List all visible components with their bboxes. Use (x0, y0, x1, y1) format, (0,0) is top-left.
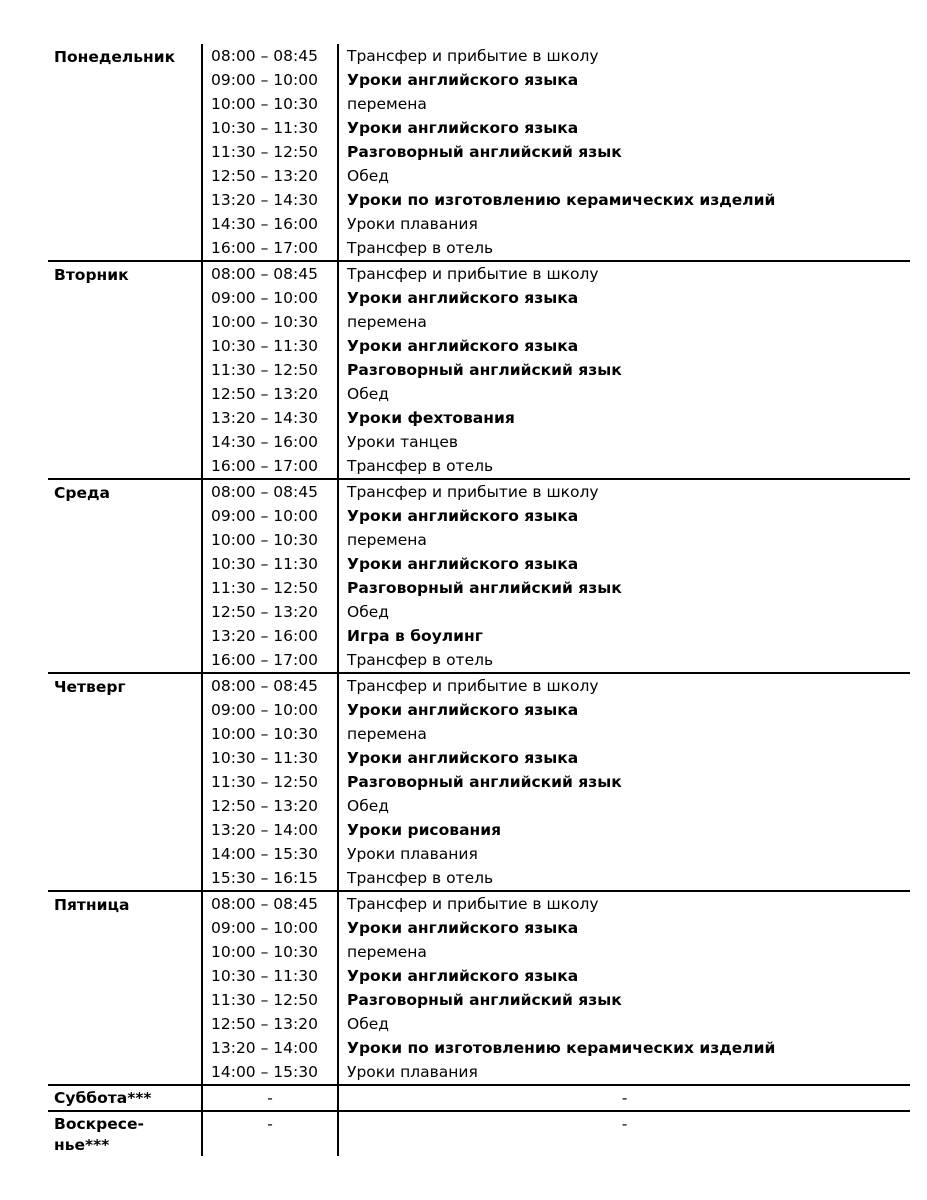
schedule-row (201, 842, 910, 866)
slot-time: 11:30 – 12:50 (201, 770, 337, 794)
day-slots (201, 674, 910, 890)
slot-time: 08:00 – 08:45 (201, 262, 337, 286)
schedule-row (201, 1036, 910, 1060)
slot-time: 14:30 – 16:00 (201, 212, 337, 236)
slot-time: 13:20 – 14:00 (201, 818, 337, 842)
slot-activity: - (337, 1086, 910, 1110)
slot-time: 09:00 – 10:00 (201, 286, 337, 310)
slot-activity: Разговорный английский язык (337, 988, 910, 1012)
slot-time: 11:30 – 12:50 (201, 988, 337, 1012)
slot-activity: Трансфер в отель (337, 454, 910, 478)
slot-activity: Уроки английского языка (337, 746, 910, 770)
slot-activity: Уроки английского языка (337, 552, 910, 576)
slot-activity: - (337, 1112, 910, 1156)
day-slots (201, 44, 910, 260)
slot-time: 08:00 – 08:45 (201, 44, 337, 68)
day-block (48, 674, 910, 892)
slot-activity: перемена (337, 92, 910, 116)
slot-activity: Обед (337, 164, 910, 188)
weekend-day-block (48, 1086, 910, 1112)
slot-activity: Трансфер и прибытие в школу (337, 892, 910, 916)
slot-time: 10:30 – 11:30 (201, 334, 337, 358)
slot-time: 09:00 – 10:00 (201, 504, 337, 528)
schedule-row (201, 794, 910, 818)
day-name: Суббота*** (54, 1089, 152, 1107)
slot-time: - (201, 1112, 337, 1156)
schedule-row (201, 406, 910, 430)
slot-activity: Трансфер и прибытие в школу (337, 262, 910, 286)
slot-activity: Трансфер в отель (337, 236, 910, 260)
slot-activity: Разговорный английский язык (337, 358, 910, 382)
schedule-row (201, 116, 910, 140)
slot-time: 09:00 – 10:00 (201, 698, 337, 722)
slot-activity: Уроки по изготовлению керамических изделий (337, 1036, 910, 1060)
slot-time: 11:30 – 12:50 (201, 576, 337, 600)
slot-activity: Обед (337, 1012, 910, 1036)
slot-time: 12:50 – 13:20 (201, 794, 337, 818)
slot-time: 10:30 – 11:30 (201, 746, 337, 770)
day-name: Пятница (54, 896, 130, 914)
slot-time: 08:00 – 08:45 (201, 480, 337, 504)
slot-activity: Разговорный английский язык (337, 770, 910, 794)
day-name: Вторник (54, 266, 129, 284)
schedule-row (201, 818, 910, 842)
schedule-row (201, 600, 910, 624)
slot-activity: Уроки фехтования (337, 406, 910, 430)
slot-activity: Трансфер и прибытие в школу (337, 44, 910, 68)
slot-time: 14:00 – 15:30 (201, 1060, 337, 1084)
slot-time: 16:00 – 17:00 (201, 454, 337, 478)
schedule-row (201, 92, 910, 116)
slot-time: 10:00 – 10:30 (201, 528, 337, 552)
slot-time: 16:00 – 17:00 (201, 236, 337, 260)
slot-time: 10:00 – 10:30 (201, 722, 337, 746)
slot-time: 10:30 – 11:30 (201, 116, 337, 140)
schedule-row (201, 454, 910, 478)
slot-activity: Уроки плавания (337, 212, 910, 236)
slot-time: 13:20 – 14:30 (201, 188, 337, 212)
day-name: Воскресе- нье*** (54, 1115, 144, 1154)
weekend-row (201, 1112, 910, 1156)
weekend-row (201, 1086, 910, 1110)
slot-time: 10:00 – 10:30 (201, 310, 337, 334)
schedule-row (201, 44, 910, 68)
slot-activity: Уроки английского языка (337, 68, 910, 92)
schedule-row (201, 722, 910, 746)
slot-time: 13:20 – 14:00 (201, 1036, 337, 1060)
slot-activity: Уроки плавания (337, 842, 910, 866)
slot-time: 12:50 – 13:20 (201, 600, 337, 624)
slot-activity: Обед (337, 382, 910, 406)
schedule-row (201, 358, 910, 382)
day-slots (201, 262, 910, 478)
slot-activity: перемена (337, 940, 910, 964)
schedule-row (201, 1012, 910, 1036)
schedule-row (201, 188, 910, 212)
schedule-row (201, 528, 910, 552)
slot-activity: Уроки танцев (337, 430, 910, 454)
slot-time: 12:50 – 13:20 (201, 382, 337, 406)
slot-time: 12:50 – 13:20 (201, 164, 337, 188)
schedule-row (201, 964, 910, 988)
slot-activity: Трансфер и прибытие в школу (337, 480, 910, 504)
schedule-row (201, 940, 910, 964)
slot-activity: Уроки английского языка (337, 334, 910, 358)
slot-activity: Трансфер в отель (337, 648, 910, 672)
slot-time: 13:20 – 16:00 (201, 624, 337, 648)
schedule-row (201, 164, 910, 188)
slot-time: 10:00 – 10:30 (201, 940, 337, 964)
day-slots (201, 480, 910, 672)
schedule-row (201, 262, 910, 286)
schedule-row (201, 310, 910, 334)
slot-time: 10:30 – 11:30 (201, 964, 337, 988)
schedule-row (201, 746, 910, 770)
schedule-row (201, 334, 910, 358)
slot-activity: Уроки английского языка (337, 964, 910, 988)
slot-time: 10:30 – 11:30 (201, 552, 337, 576)
day-name: Четверг (54, 678, 126, 696)
schedule-row (201, 674, 910, 698)
schedule-row (201, 212, 910, 236)
day-block (48, 480, 910, 674)
schedule-row (201, 576, 910, 600)
schedule-row (201, 286, 910, 310)
day-slots (201, 892, 910, 1084)
slot-time: 13:20 – 14:30 (201, 406, 337, 430)
schedule-row (201, 504, 910, 528)
slot-time: 14:30 – 16:00 (201, 430, 337, 454)
slot-time: 09:00 – 10:00 (201, 68, 337, 92)
slot-activity: Уроки плавания (337, 1060, 910, 1084)
slot-time: 14:00 – 15:30 (201, 842, 337, 866)
slot-time: 10:00 – 10:30 (201, 92, 337, 116)
schedule-row (201, 648, 910, 672)
slot-activity: Уроки английского языка (337, 504, 910, 528)
slot-activity: Уроки английского языка (337, 116, 910, 140)
slot-activity: Уроки английского языка (337, 916, 910, 940)
schedule-row (201, 892, 910, 916)
slot-activity: перемена (337, 722, 910, 746)
day-block (48, 44, 910, 262)
slot-activity: перемена (337, 310, 910, 334)
slot-activity: Обед (337, 794, 910, 818)
schedule-row (201, 988, 910, 1012)
slot-time: 09:00 – 10:00 (201, 916, 337, 940)
slot-activity: Трансфер и прибытие в школу (337, 674, 910, 698)
slot-time: 08:00 – 08:45 (201, 674, 337, 698)
schedule-row (201, 430, 910, 454)
slot-time: 11:30 – 12:50 (201, 140, 337, 164)
schedule-row (201, 866, 910, 890)
slot-activity: Игра в боулинг (337, 624, 910, 648)
schedule-row (201, 552, 910, 576)
schedule-row (201, 68, 910, 92)
schedule-row (201, 624, 910, 648)
slot-activity: перемена (337, 528, 910, 552)
slot-time: 12:50 – 13:20 (201, 1012, 337, 1036)
slot-time: - (201, 1086, 337, 1110)
slot-activity: Обед (337, 600, 910, 624)
day-block (48, 892, 910, 1086)
slot-time: 11:30 – 12:50 (201, 358, 337, 382)
slot-time: 16:00 – 17:00 (201, 648, 337, 672)
day-name: Понедельник (54, 48, 176, 66)
schedule-row (201, 698, 910, 722)
schedule-row (201, 140, 910, 164)
schedule-row (201, 1060, 910, 1084)
schedule-row (201, 480, 910, 504)
slot-activity: Уроки английского языка (337, 286, 910, 310)
slot-activity: Уроки по изготовлению керамических изделий (337, 188, 910, 212)
schedule-table (48, 44, 910, 1156)
slot-activity: Уроки рисования (337, 818, 910, 842)
schedule-row (201, 770, 910, 794)
schedule-row (201, 236, 910, 260)
slot-time: 08:00 – 08:45 (201, 892, 337, 916)
slot-activity: Разговорный английский язык (337, 140, 910, 164)
weekend-day-block (48, 1112, 910, 1156)
schedule-row (201, 916, 910, 940)
schedule-row (201, 382, 910, 406)
day-name: Среда (54, 484, 110, 502)
slot-time: 15:30 – 16:15 (201, 866, 337, 890)
day-block (48, 262, 910, 480)
slot-activity: Уроки английского языка (337, 698, 910, 722)
slot-activity: Разговорный английский язык (337, 576, 910, 600)
slot-activity: Трансфер в отель (337, 866, 910, 890)
